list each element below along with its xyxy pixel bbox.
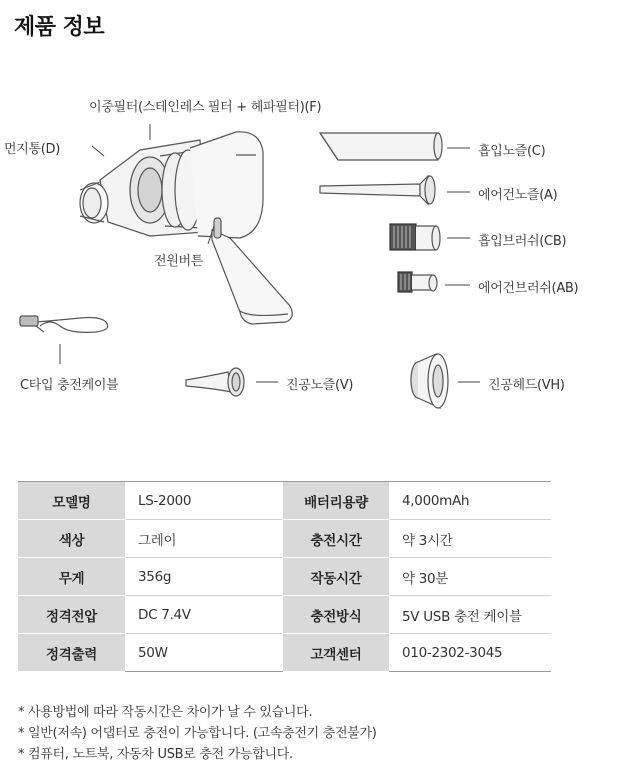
spec-key: 충전시간 xyxy=(283,520,389,558)
spec-value: 5V USB 충전 케이블 xyxy=(389,596,551,634)
label-vacuum-nozzle: 진공노즐(V) xyxy=(286,378,354,393)
spec-table xyxy=(18,481,551,672)
air-gun-brush-illustration xyxy=(398,272,437,292)
spec-value: 약 30분 xyxy=(389,558,551,596)
label-filter: 이중필터(스테인레스 필터 + 헤파필터)(F) xyxy=(89,100,322,115)
table-row xyxy=(18,520,551,558)
spec-key: 배터리용량 xyxy=(283,482,389,520)
vacuum-nozzle-illustration xyxy=(186,368,244,396)
label-cable: C타입 충전케이블 xyxy=(20,378,119,393)
spec-value: DC 7.4V xyxy=(125,596,283,634)
spec-key: 색상 xyxy=(18,520,125,558)
label-air-gun-brush: 에어건브러쉬(AB) xyxy=(478,281,579,296)
label-suction-brush: 흡입브러쉬(CB) xyxy=(478,234,567,249)
label-suction-nozzle: 흡입노즐(C) xyxy=(478,144,546,159)
table-row xyxy=(18,596,551,634)
table-row xyxy=(18,482,551,520)
spec-key: 정격출력 xyxy=(18,634,125,672)
spec-key: 정격전압 xyxy=(18,596,125,634)
spec-key: 작동시간 xyxy=(283,558,389,596)
label-dust-bin: 먼지통(D) xyxy=(4,142,61,157)
table-row xyxy=(18,558,551,596)
spec-value: 그레이 xyxy=(125,520,283,558)
page-title: 제품 정보 xyxy=(14,15,105,40)
label-power-button: 전원버튼 xyxy=(154,254,204,269)
suction-brush-illustration xyxy=(390,224,440,250)
spec-value: 010-2302-3045 xyxy=(389,634,551,672)
spec-key: 무게 xyxy=(18,558,125,596)
spec-key: 충전방식 xyxy=(283,596,389,634)
note-line: * 컴퓨터, 노트북, 자동차 USB로 충전 가능합니다. xyxy=(18,747,293,762)
spec-key: 고객센터 xyxy=(283,634,389,672)
spec-value: 약 3시간 xyxy=(389,520,551,558)
label-vacuum-head: 진공헤드(VH) xyxy=(488,378,565,393)
spec-value: 4,000mAh xyxy=(389,482,551,520)
spec-value: 50W xyxy=(125,634,283,672)
cable-illustration xyxy=(20,316,108,332)
note-line: * 사용방법에 따라 작동시간은 차이가 날 수 있습니다. xyxy=(18,705,313,720)
suction-nozzle-illustration xyxy=(320,133,442,160)
spec-key: 모델명 xyxy=(18,482,125,520)
notes xyxy=(18,702,377,765)
note-line: * 일반(저속) 어댑터로 충전이 가능합니다. (고속충전기 충전불가) xyxy=(18,726,377,741)
spec-value: 356g xyxy=(125,558,283,596)
table-row xyxy=(18,634,551,672)
vacuum-head-illustration xyxy=(411,354,448,408)
air-gun-nozzle-illustration xyxy=(320,176,435,204)
vacuum-body-illustration xyxy=(80,132,292,324)
label-air-gun-nozzle: 에어건노즐(A) xyxy=(478,188,558,203)
spec-value: LS-2000 xyxy=(125,482,283,520)
